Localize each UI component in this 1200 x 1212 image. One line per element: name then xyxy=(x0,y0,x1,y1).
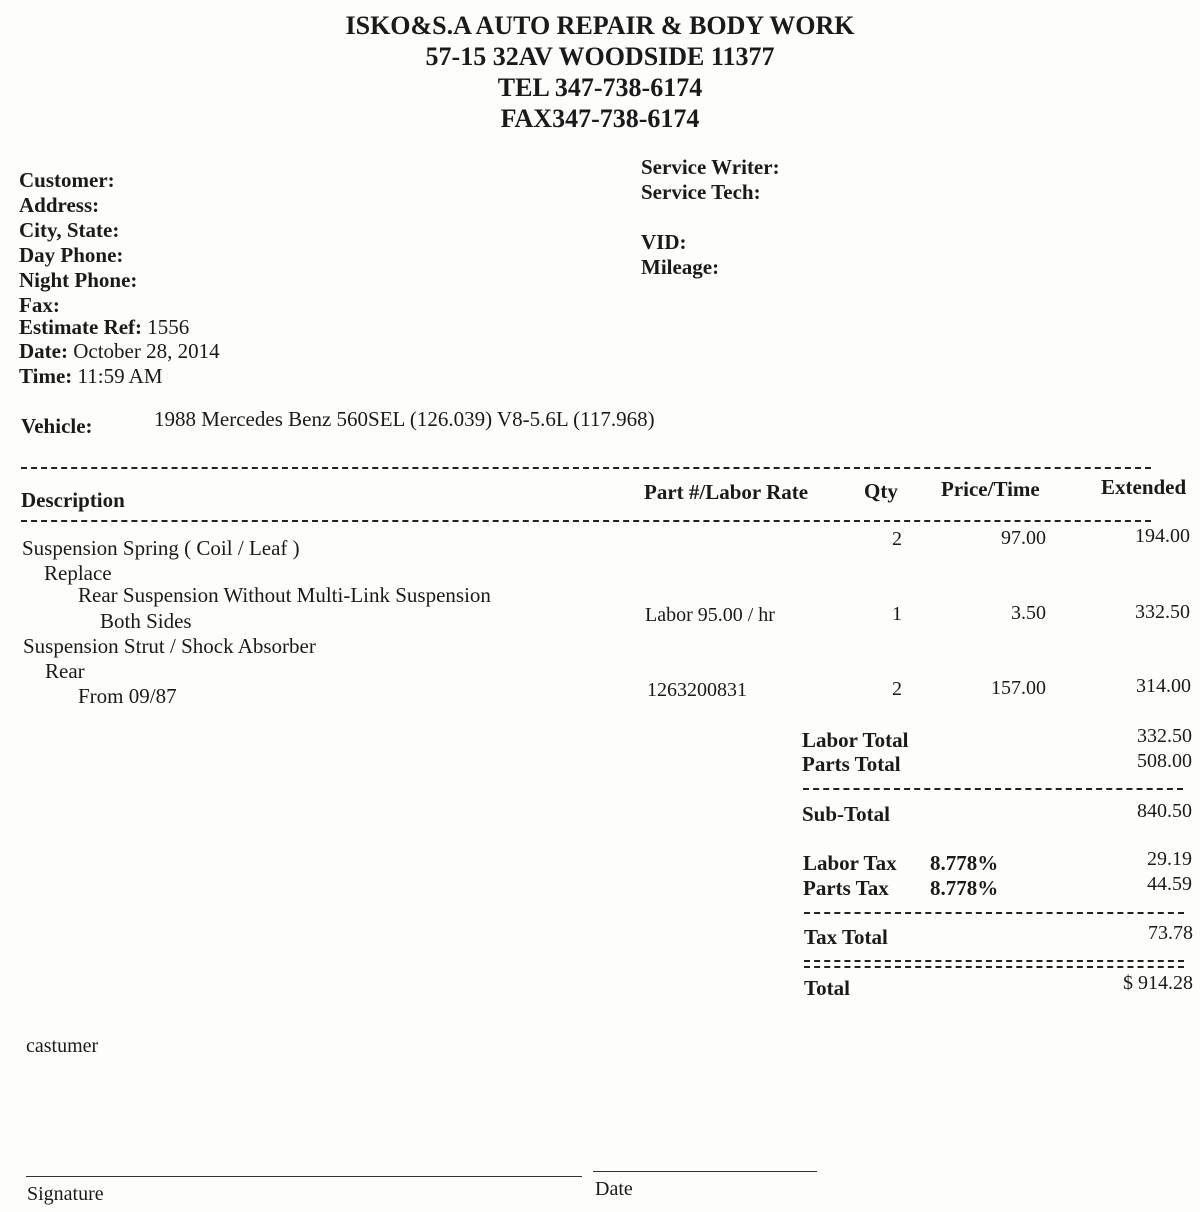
service-writer-label: Service Writer: xyxy=(641,155,780,179)
vehicle-label: Vehicle: xyxy=(21,414,93,438)
service-tech-label: Service Tech: xyxy=(641,180,761,204)
col-part-labor: Part #/Labor Rate xyxy=(644,480,809,504)
labor-tax-label: Labor Tax xyxy=(803,851,897,875)
col-qty: Qty xyxy=(864,479,898,503)
labor-total-label: Labor Total xyxy=(802,728,909,752)
date-value: October 28, 2014 xyxy=(73,339,220,363)
fax-label: Fax: xyxy=(19,293,60,317)
subtotal-label: Sub-Total xyxy=(802,802,890,826)
shop-name: ISKO&S.A AUTO REPAIR & BODY WORK xyxy=(345,11,855,40)
list-item: Replace xyxy=(44,561,112,585)
time-value: 11:59 AM xyxy=(77,364,163,388)
col-description: Description xyxy=(21,488,125,512)
divider xyxy=(804,912,1184,914)
labor-tax-rate: 8.778% xyxy=(930,851,999,875)
row-price: 157.00 xyxy=(991,677,1046,699)
vid-label: VID: xyxy=(641,230,687,254)
row-extended: 332.50 xyxy=(1135,601,1190,623)
time-label: Time: xyxy=(19,364,73,388)
divider xyxy=(803,788,1183,790)
labor-total-value: 332.50 xyxy=(1137,725,1192,747)
list-item: Suspension Spring ( Coil / Leaf ) xyxy=(22,536,300,560)
divider xyxy=(21,520,1151,522)
day-phone-label: Day Phone: xyxy=(19,243,124,267)
estimate-ref-value: 1556 xyxy=(147,315,190,339)
tax-total-label: Tax Total xyxy=(804,925,888,949)
customer-label: Customer: xyxy=(19,168,115,192)
total-value: $ 914.28 xyxy=(1123,972,1193,994)
row-qty: 1 xyxy=(892,603,902,625)
row-part: Labor 95.00 / hr xyxy=(645,604,775,626)
estimate-ref-label: Estimate Ref: xyxy=(19,315,143,339)
row-price: 3.50 xyxy=(1011,602,1046,624)
night-phone-label: Night Phone: xyxy=(19,268,138,292)
labor-tax-value: 29.19 xyxy=(1147,848,1192,870)
address-label: Address: xyxy=(19,193,100,217)
shop-fax: FAX347-738-6174 xyxy=(500,104,700,133)
customer-note: castumer xyxy=(26,1035,99,1057)
tax-total-value: 73.78 xyxy=(1148,922,1193,944)
divider xyxy=(21,467,1151,469)
date-label: Date: xyxy=(19,339,68,363)
col-price-time: Price/Time xyxy=(941,477,1040,501)
city-state-label: City, State: xyxy=(19,218,120,242)
list-item: From 09/87 xyxy=(78,684,177,708)
estimate-ref xyxy=(19,315,189,340)
col-extended: Extended xyxy=(1101,475,1187,499)
list-item: Both Sides xyxy=(100,609,192,633)
row-extended: 314.00 xyxy=(1136,675,1191,697)
signature-label: Signature xyxy=(27,1183,104,1205)
parts-total-value: 508.00 xyxy=(1137,750,1192,772)
vehicle-value: 1988 Mercedes Benz 560SEL (126.039) V8-5.6L (117.968) xyxy=(154,407,655,431)
list-item: Suspension Strut / Shock Absorber xyxy=(23,634,316,658)
parts-tax-rate: 8.778% xyxy=(930,876,999,900)
list-item: Rear Suspension Without Multi-Link Suspension xyxy=(78,583,491,607)
date-label: Date xyxy=(595,1178,633,1200)
divider xyxy=(804,966,1184,968)
row-part: 1263200831 xyxy=(647,679,747,701)
shop-address: 57-15 32AV WOODSIDE 11377 xyxy=(425,42,775,71)
row-qty: 2 xyxy=(892,528,902,550)
divider xyxy=(804,960,1184,962)
list-item: Rear xyxy=(45,659,85,683)
row-extended: 194.00 xyxy=(1135,525,1190,547)
row-qty: 2 xyxy=(892,678,902,700)
signature-line xyxy=(26,1176,582,1177)
mileage-label: Mileage: xyxy=(641,255,720,279)
estimate-time xyxy=(19,364,163,389)
subtotal-value: 840.50 xyxy=(1137,800,1192,822)
row-price: 97.00 xyxy=(1001,527,1046,549)
parts-tax-label: Parts Tax xyxy=(803,876,889,900)
parts-total-label: Parts Total xyxy=(802,752,901,776)
estimate-date xyxy=(19,339,220,364)
total-label: Total xyxy=(804,976,850,1000)
shop-tel: TEL 347-738-6174 xyxy=(497,73,703,102)
date-line xyxy=(593,1171,817,1172)
parts-tax-value: 44.59 xyxy=(1147,873,1192,895)
